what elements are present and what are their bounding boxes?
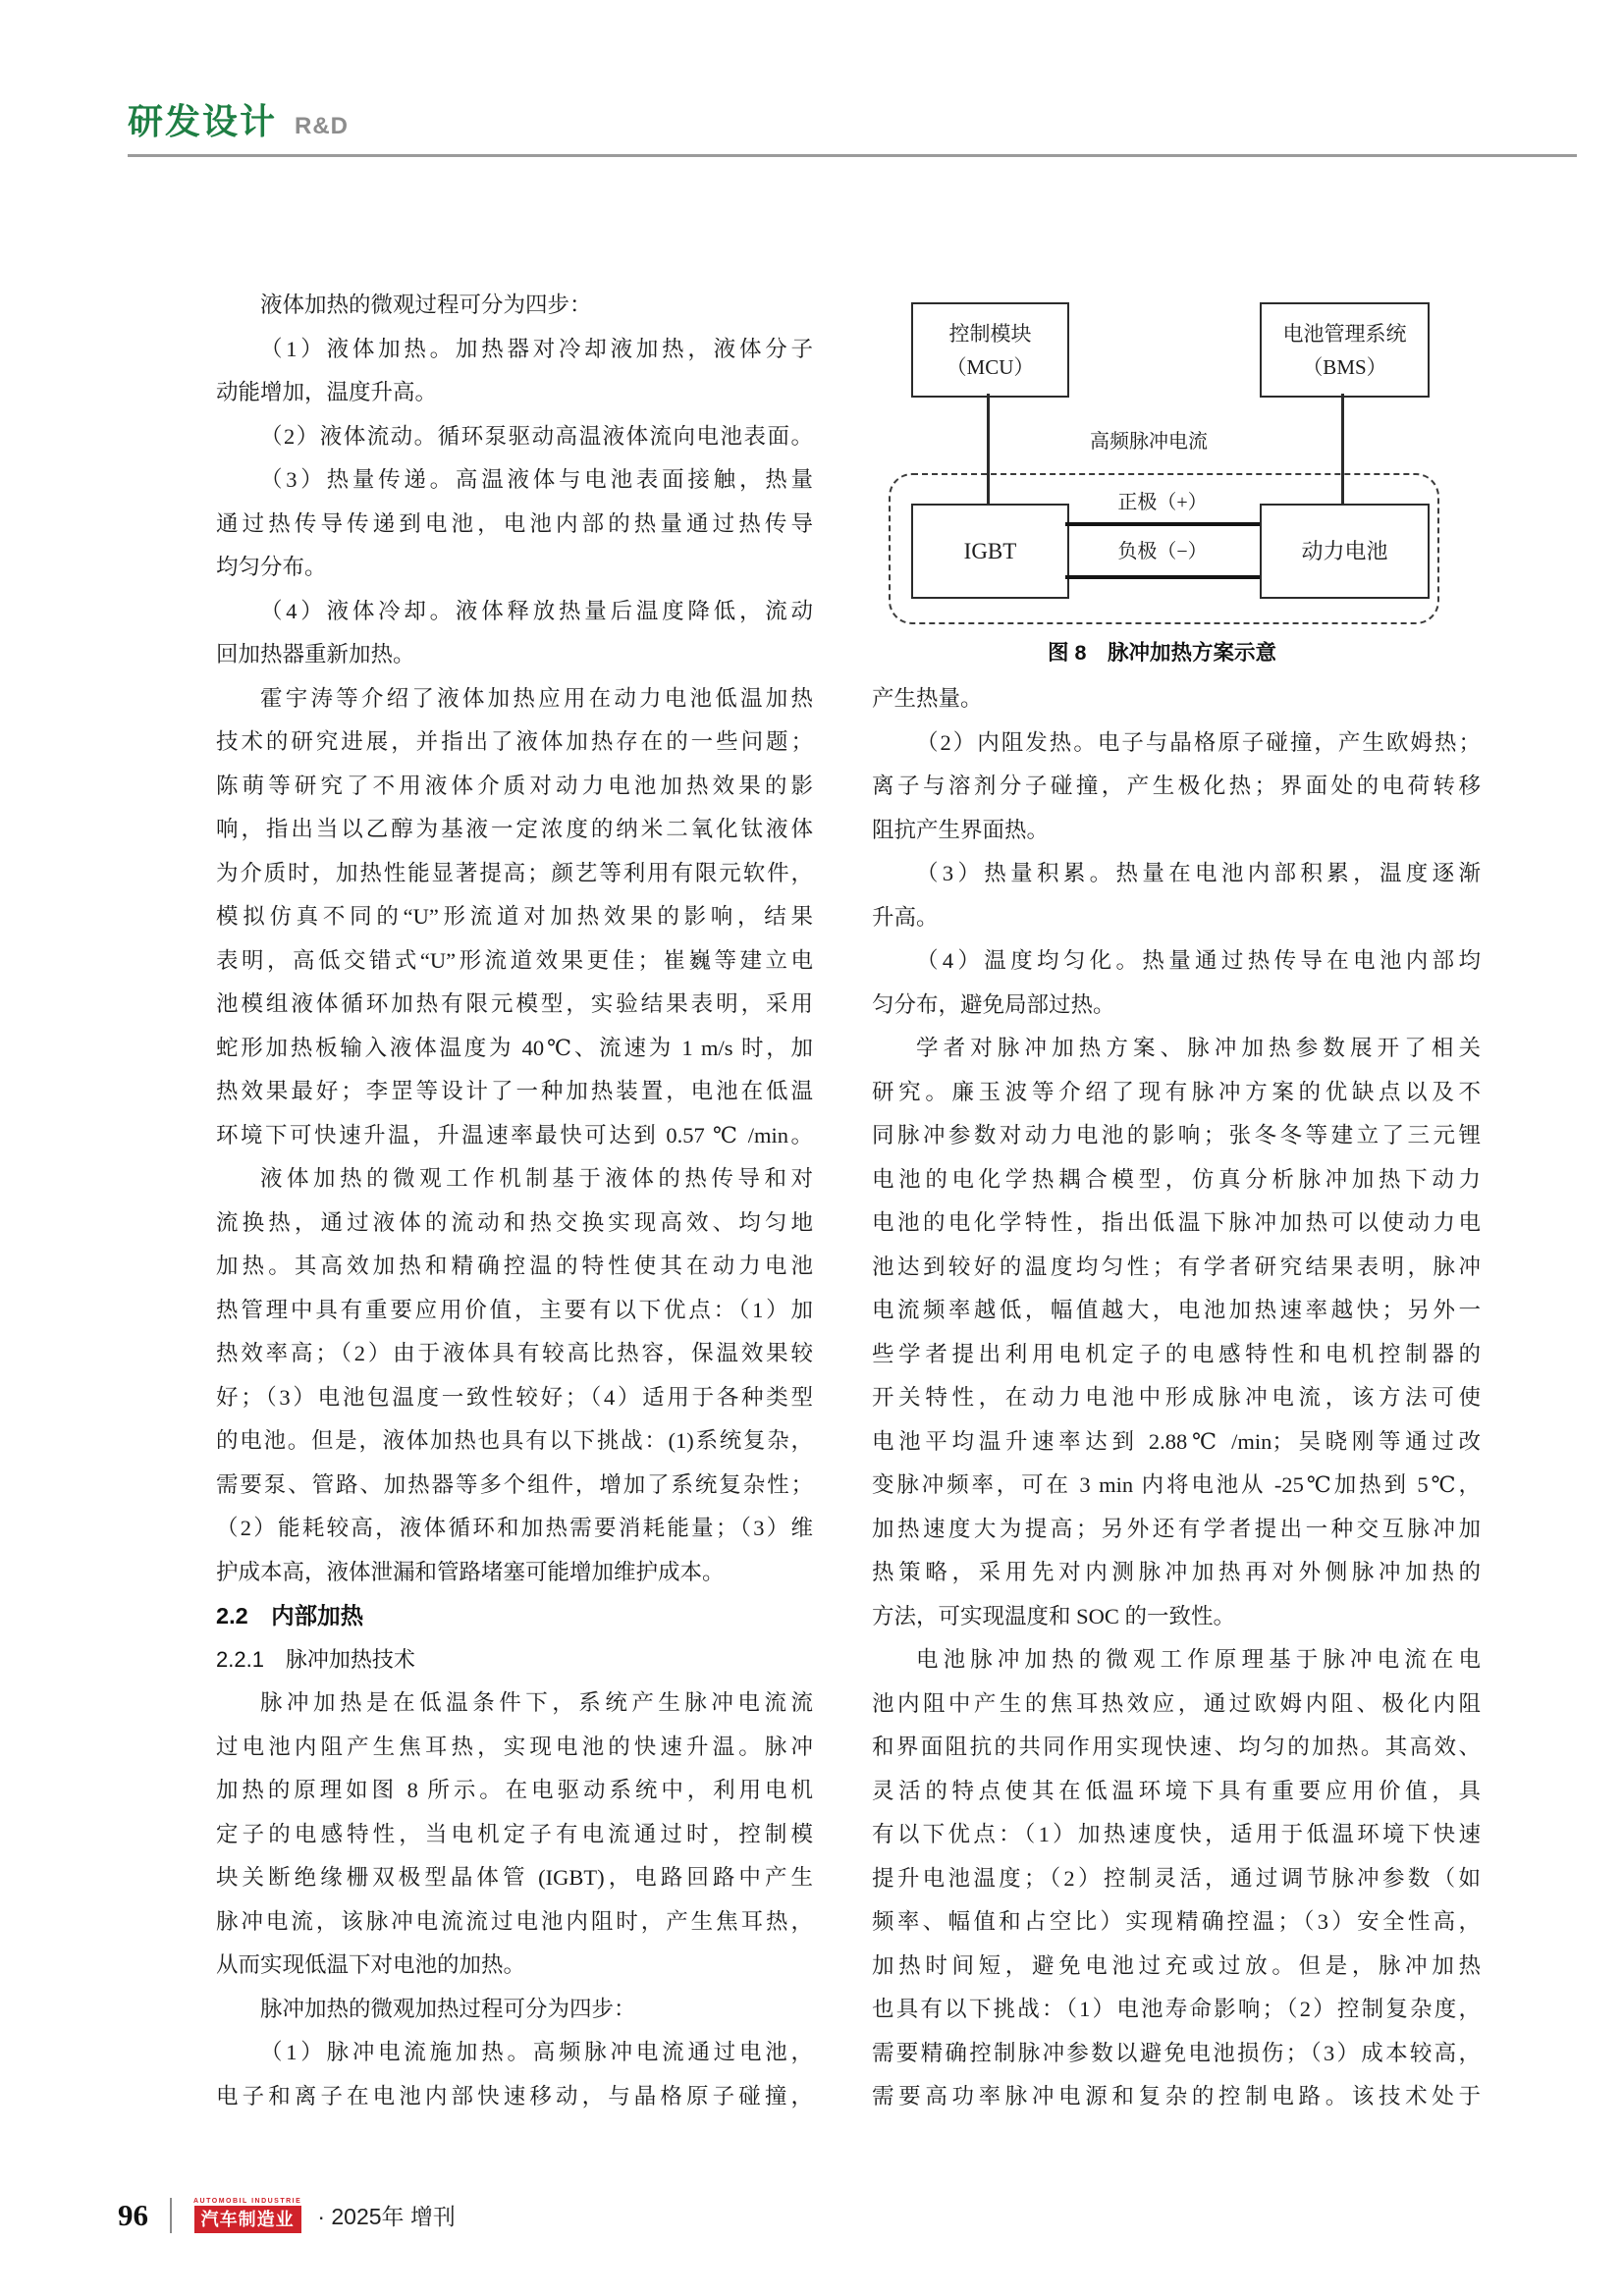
text-line: 动能增加，温度升高。 bbox=[216, 380, 438, 404]
text-line: 池达到较好的温度均匀性；有学者研究结果表明，脉冲 bbox=[872, 1254, 1481, 1279]
text-line: 的电池。但是，液体加热也具有以下挑战：(1)系统复杂， bbox=[216, 1428, 813, 1453]
text-line: 同脉冲参数对动力电池的影响；张冬冬等建立了三元锂 bbox=[872, 1123, 1481, 1148]
text-line: 为介质时，加热性能显著提高；颜艺等利用有限元软件， bbox=[216, 860, 813, 885]
text-line: 回加热器重新加热。 bbox=[216, 642, 415, 667]
igbt-node: IGBT bbox=[911, 504, 1069, 599]
text-line: （4）液体冷却。液体释放热量后温度降低，流动 bbox=[260, 598, 813, 623]
journal-logo-text: 汽车制造业 bbox=[194, 2206, 301, 2233]
text-line: 电子和离子在电池内部快速移动，与晶格原子碰撞， bbox=[216, 2083, 813, 2109]
negative-label: 负极（−） bbox=[1117, 541, 1208, 562]
text-line: 响，指出当以乙醇为基液一定浓度的纳米二氧化钛液体 bbox=[216, 817, 813, 841]
bms-abbr: （BMS） bbox=[1302, 354, 1387, 379]
text-line: 块关断绝缘栅双极型晶体管 (IGBT)，电路回路中产生 bbox=[216, 1865, 813, 1890]
text-line: （4）温度均匀化。热量通过热传导在电池内部均 bbox=[916, 948, 1481, 973]
text-line: 技术的研究进展，并指出了液体加热存在的一些问题； bbox=[216, 729, 813, 754]
text-line: 液体加热的微观过程可分为四步： bbox=[260, 293, 592, 317]
text-line: 匀分布，避免局部过热。 bbox=[872, 991, 1115, 1017]
left-column bbox=[216, 284, 813, 2118]
journal-logo bbox=[193, 2197, 301, 2233]
text-line: 电池的电化学特性，指出低温下脉冲加热可以使动力电 bbox=[872, 1210, 1481, 1235]
text-line: 也具有以下挑战：（1）电池寿命影响；（2）控制复杂度， bbox=[872, 1997, 1481, 2021]
text-line: 电池的电化学热耦合模型，仿真分析脉冲加热下动力 bbox=[872, 1166, 1481, 1192]
text-line: 表明，高低交错式“U”形流道效果更佳；崔巍等建立电 bbox=[216, 947, 813, 973]
text-line: 学者对脉冲加热方案、脉冲加热参数展开了相关 bbox=[916, 1036, 1481, 1060]
sub-section-heading: 2.2.1 脉冲加热技术 bbox=[216, 1646, 415, 1672]
text-line: 模拟仿真不同的“U”形流道对加热效果的影响，结果 bbox=[216, 904, 813, 929]
footer-divider bbox=[170, 2198, 172, 2233]
text-line: 加热的原理如图 8 所示。在电驱动系统中，利用电机 bbox=[216, 1778, 813, 1802]
text-line: 霍宇涛等介绍了液体加热应用在动力电池低温加热 bbox=[260, 685, 813, 711]
text-line: 脉冲加热的微观加热过程可分为四步： bbox=[260, 1996, 636, 2021]
text-line: 电流频率越低，幅值越大，电池加热速率越快；另外一 bbox=[872, 1298, 1481, 1322]
mcu-abbr: （MCU） bbox=[946, 354, 1035, 379]
mcu-label: 控制模块 bbox=[948, 321, 1032, 346]
text-line: 加热。其高效加热和精确控温的特性使其在动力电池 bbox=[216, 1254, 813, 1278]
text-line: 提升电池温度；（2）控制灵活，通过调节脉冲参数（如 bbox=[872, 1865, 1481, 1891]
page-footer bbox=[118, 2197, 456, 2233]
section-title: 研发设计 bbox=[128, 101, 278, 141]
right-column bbox=[872, 677, 1481, 2119]
text-line: 池模组液体循环加热有限元模型，实验结果表明，采用 bbox=[216, 991, 813, 1016]
text-line: 有以下优点：（1）加热速度快，适用于低温环境下快速 bbox=[872, 1822, 1481, 1846]
journal-logo-small-text: AUTOMOBIL INDUSTRIE bbox=[193, 2198, 302, 2205]
figure-caption: 图 8 脉冲加热方案示意 bbox=[1048, 641, 1276, 665]
text-line: 从而实现低温下对电池的加热。 bbox=[216, 1952, 526, 1977]
text-line: 加热速度大为提高；另外还有学者提出一种交互脉冲加 bbox=[872, 1516, 1481, 1541]
text-line: 阻抗产生界面热。 bbox=[872, 817, 1050, 842]
battery-node: 动力电池 bbox=[1260, 504, 1430, 599]
text-line: （3）热量积累。热量在电池内部积累，温度逐渐 bbox=[916, 861, 1481, 885]
page-number: 96 bbox=[118, 2197, 148, 2232]
header-rule bbox=[128, 154, 1577, 157]
text-line: 电池平均温升速率达到 2.88℃ /min；吴晓刚等通过改 bbox=[872, 1428, 1481, 1454]
text-line: 产生热量。 bbox=[872, 686, 983, 711]
text-line: 热效率高；（2）由于液体具有较高比热容，保温效果较 bbox=[216, 1341, 813, 1365]
text-line: 加热时间短，避免电池过充或过放。但是，脉冲加热 bbox=[872, 1952, 1481, 1978]
text-line: 离子与溶剂分子碰撞，产生极化热；界面处的电荷转移 bbox=[872, 774, 1481, 798]
text-line: 热管理中具有重要应用价值，主要有以下优点：（1）加 bbox=[216, 1297, 813, 1322]
text-line: 通过热传导传递到电池，电池内部的热量通过热传导 bbox=[216, 510, 813, 536]
text-line: 定子的电感特性，当电机定子有电流通过时，控制模 bbox=[216, 1821, 813, 1846]
mcu-node bbox=[911, 302, 1069, 398]
bms-node bbox=[1260, 302, 1430, 398]
text-line: 流换热，通过液体的流动和热交换实现高效、均匀地 bbox=[216, 1209, 813, 1235]
text-line: 些学者提出利用电机定子的电感特性和电机控制器的 bbox=[872, 1341, 1481, 1366]
text-line: 热策略，采用先对内测脉冲加热再对外侧脉冲加热的 bbox=[872, 1560, 1481, 1584]
text-line: 和界面阻抗的共同作用实现快速、均匀的加热。其高效、 bbox=[872, 1735, 1481, 1759]
text-line: 需要高功率脉冲电源和复杂的控制电路。该技术处于 bbox=[872, 2084, 1481, 2109]
bms-label: 电池管理系统 bbox=[1282, 321, 1407, 346]
text-line: （2）内阻发热。电子与晶格原子碰撞，产生欧姆热； bbox=[916, 729, 1481, 755]
text-line: 频率、幅值和占空比）实现精确控温；（3）安全性高， bbox=[872, 1909, 1481, 1934]
text-line: 陈萌等研究了不用液体介质对动力电池加热效果的影 bbox=[216, 773, 813, 798]
text-line: 脉冲电流，该脉冲电流流过电池内阻时，产生焦耳热， bbox=[216, 1908, 813, 1934]
text-line: 灵活的特点使其在低温环境下具有重要应用价值，具 bbox=[872, 1778, 1481, 1803]
text-line: （3）热量传递。高温液体与电池表面接触，热量 bbox=[260, 467, 813, 492]
text-line: 好；（3）电池包温度一致性较好；（4）适用于各种类型 bbox=[216, 1384, 813, 1410]
text-line: （2）液体流动。循环泵驱动高温液体流向电池表面。 bbox=[260, 423, 813, 449]
positive-label: 正极（+） bbox=[1117, 492, 1208, 513]
text-line: 变脉冲频率，可在 3 min 内将电池从 -25℃加热到 5℃， bbox=[872, 1472, 1481, 1497]
section-title-en: R&D bbox=[295, 113, 350, 139]
text-line: 护成本高，液体泄漏和管路堵塞可能增加维护成本。 bbox=[216, 1559, 725, 1584]
text-line: 电池脉冲加热的微观工作原理基于脉冲电流在电 bbox=[916, 1647, 1481, 1672]
text-line: 方法，可实现温度和 SOC 的一致性。 bbox=[872, 1603, 1236, 1629]
text-line: 开关特性，在动力电池中形成脉冲电流，该方法可使 bbox=[872, 1385, 1481, 1410]
section-heading: 2.2 内部加热 bbox=[216, 1603, 364, 1629]
text-line: 均匀分布。 bbox=[216, 555, 327, 579]
positive-bus-line bbox=[1065, 522, 1260, 526]
text-line: （1）液体加热。加热器对冷却液加热，液体分子 bbox=[260, 336, 813, 361]
text-line: 热效果最好；李罡等设计了一种加热装置，电池在低温 bbox=[216, 1079, 813, 1103]
figure-8-diagram bbox=[872, 191, 1481, 677]
text-line: 环境下可快速升温，升温速率最快可达到 0.57 ℃ /min。 bbox=[216, 1122, 813, 1148]
text-line: （1）脉冲电流施加热。高频脉冲电流通过电池， bbox=[260, 2040, 813, 2064]
issue-label: · 2025年 增刊 bbox=[317, 2204, 456, 2229]
text-line: 液体加热的微观工作机制基于液体的热传导和对 bbox=[260, 1166, 813, 1191]
text-line: 蛇形加热板输入液体温度为 40℃、流速为 1 m/s 时，加 bbox=[216, 1035, 813, 1060]
text-line: 需要泵、管路、加热器等多个组件，增加了系统复杂性； bbox=[216, 1471, 813, 1497]
negative-bus-line bbox=[1065, 575, 1260, 579]
text-line: 升高。 bbox=[872, 904, 939, 930]
text-line: 池内阻中产生的焦耳热效应，通过欧姆内阻、极化内阻 bbox=[872, 1690, 1481, 1716]
section-header bbox=[128, 94, 349, 144]
pulse-current-label: 高频脉冲电流 bbox=[1090, 431, 1208, 453]
text-line: 研究。廉玉波等介绍了现有脉冲方案的优缺点以及不 bbox=[872, 1079, 1481, 1104]
text-line: （2）能耗较高，液体循环和加热需要消耗能量；（3）维 bbox=[216, 1516, 813, 1540]
text-line: 需要精确控制脉冲参数以避免电池损伤；（3）成本较高， bbox=[872, 2040, 1481, 2065]
text-line: 过电池内阻产生焦耳热，实现电池的快速升温。脉冲 bbox=[216, 1734, 813, 1759]
text-line: 脉冲加热是在低温条件下，系统产生脉冲电流流 bbox=[260, 1690, 813, 1715]
